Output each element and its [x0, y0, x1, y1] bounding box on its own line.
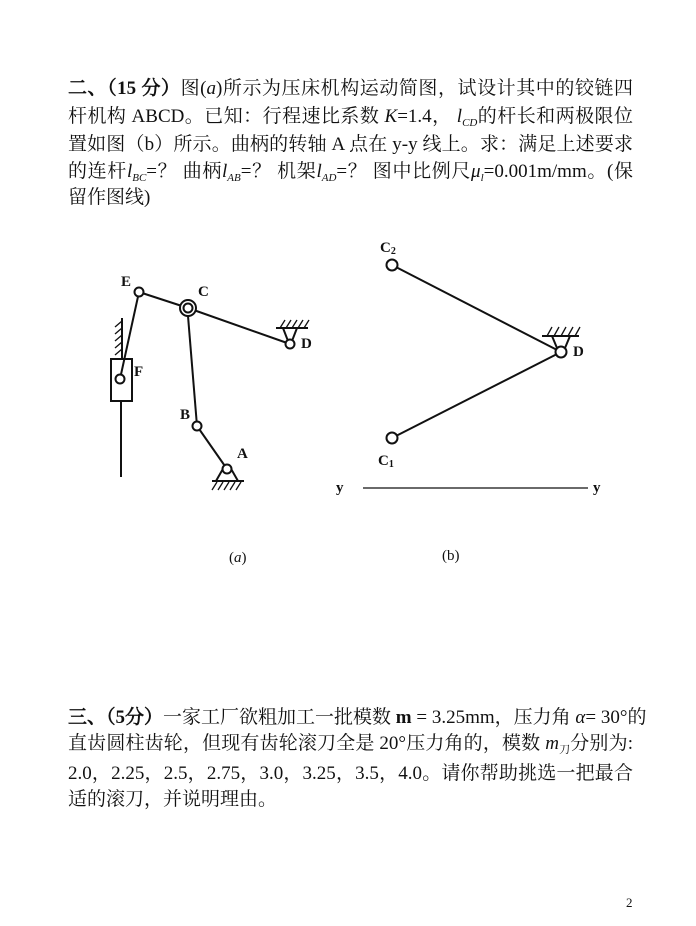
label-c1-sub: 1: [388, 459, 394, 470]
q2-text: 图(: [180, 78, 207, 99]
label-e: E: [121, 274, 132, 290]
q3-text: 分别为:: [570, 733, 633, 754]
var-l-ab: l: [222, 161, 228, 182]
link-ab: [197, 426, 227, 469]
joint-c: [184, 304, 193, 313]
var-l-ad-sub: AD: [321, 172, 337, 184]
q3-text: 适的滚刀，并说明理由。: [68, 789, 278, 810]
q3-number: 三、: [68, 707, 107, 728]
q3-line-3: [68, 760, 633, 787]
K-value: =1.4，: [397, 106, 457, 127]
label-c1-main: C: [378, 453, 389, 469]
label-b: B: [180, 407, 191, 423]
q2-text: 的连杆: [68, 161, 127, 182]
separator: ，: [144, 763, 164, 784]
q2-text: =？ 图中比例尺: [336, 161, 472, 182]
figure-b: [363, 260, 588, 489]
ground-d-hatching: [280, 320, 309, 328]
joint-d: [286, 340, 295, 349]
var-mu: μ: [471, 161, 481, 182]
var-l-ad: l: [316, 161, 322, 182]
label-d-b: D: [573, 344, 584, 360]
separator: ，: [378, 763, 399, 784]
module-value: 2.5: [163, 763, 188, 784]
q3-text: 的: [627, 707, 647, 728]
joint-b: [193, 422, 202, 431]
page-number: 2: [626, 895, 633, 910]
var-l-cd-sub: CD: [462, 117, 478, 129]
var-mu-sub: l: [480, 172, 484, 184]
m-value: = 3.25mm: [411, 707, 495, 728]
var-K: K: [384, 106, 398, 127]
link-c1-d: [392, 352, 561, 438]
q3-text: 直齿圆柱齿轮，但现有齿轮滚刀全是: [68, 733, 380, 754]
var-alpha: α: [575, 707, 586, 728]
var-m: m: [395, 707, 412, 728]
label-y-right: y: [593, 480, 601, 496]
label-c2-sub: 2: [390, 246, 396, 257]
link-c2-d: [392, 265, 561, 352]
wall-hatching: [115, 321, 122, 355]
caption-a-close: ): [241, 550, 247, 566]
label-y-left: y: [336, 480, 344, 496]
label-a: A: [237, 446, 248, 462]
figure-a: [111, 288, 309, 491]
separator: ，: [187, 763, 207, 784]
figure-b-labels: [336, 240, 601, 496]
module-value: 2.0: [68, 763, 92, 784]
var-l-bc: l: [126, 161, 133, 182]
joint-c1: [387, 433, 398, 444]
label-c1: [378, 453, 394, 470]
joint-e: [135, 288, 144, 297]
q3-text: 一家工厂欲粗加工一批模数: [163, 707, 396, 728]
q2-fig-ref: a: [206, 78, 216, 99]
q2-text: )所示为压床机构运动简图，试设计其中的铰链四: [216, 78, 633, 99]
module-value: 3.0: [259, 763, 284, 784]
label-d: D: [301, 336, 312, 352]
var-l-cd: l: [456, 106, 463, 127]
q3-line-1: [68, 704, 647, 731]
label-f: F: [134, 364, 144, 380]
q2-text: =？ 曲柄: [146, 161, 222, 182]
ground-d-b-hatching: [547, 327, 580, 336]
figure-a-labels: [121, 274, 312, 462]
alpha-value: = 30°: [585, 707, 628, 728]
module-value: 3.5: [355, 763, 379, 784]
q2-number: 二、: [68, 78, 108, 99]
label-c: C: [198, 284, 209, 300]
q2-points: （15 分）: [107, 78, 181, 99]
q2-text: =0.001m/mm。(保: [483, 161, 633, 182]
ground-a-hatching: [212, 482, 241, 490]
hob-angle: 20°: [379, 733, 407, 754]
joint-f: [116, 375, 125, 384]
joint-c2: [387, 260, 398, 271]
joint-a: [223, 465, 232, 474]
separator: ，: [240, 763, 260, 784]
separator: ，: [283, 763, 303, 784]
q3-text: 压力角的，模数: [406, 733, 546, 754]
q2-text: 留作图线): [68, 187, 151, 208]
caption-a-open: (: [229, 550, 234, 566]
joint-d-b: [556, 347, 567, 358]
q2-text: 的杆长和两极限位: [477, 106, 633, 127]
caption-figure-b: (b): [442, 548, 460, 564]
q2-text: 置如图（b）所示。曲柄的转轴 A 点在 y-y 线上。求：满足上述要求: [68, 134, 633, 155]
module-value: 2.75: [206, 763, 241, 784]
var-l-ab-sub: AB: [227, 172, 241, 184]
q2-text: 杆机构 ABCD。已知：行程速比系数: [68, 106, 385, 127]
q3-line-2: [68, 730, 633, 757]
caption-a-letter: a: [234, 550, 242, 566]
separator: ，: [91, 763, 112, 784]
label-c2: [380, 240, 396, 257]
var-m-hob-sub: 刀: [558, 744, 571, 756]
q2-text: =？ 机架: [240, 161, 317, 182]
link-cd: [188, 308, 290, 344]
var-l-bc-sub: BC: [132, 172, 147, 184]
caption-figure-a: [229, 549, 247, 567]
label-c2-main: C: [380, 240, 391, 256]
var-m-hob: m: [545, 733, 559, 754]
module-value: 4.0: [398, 763, 423, 784]
q3-points: （5分）: [106, 707, 164, 728]
q3-line-4: [68, 786, 633, 813]
module-value: 3.25: [302, 763, 336, 784]
q3-text: ，压力角: [494, 707, 576, 728]
q3-text: 。请你帮助挑选一把最合: [422, 763, 633, 784]
module-value: 2.25: [111, 763, 145, 784]
separator: ，: [335, 763, 356, 784]
